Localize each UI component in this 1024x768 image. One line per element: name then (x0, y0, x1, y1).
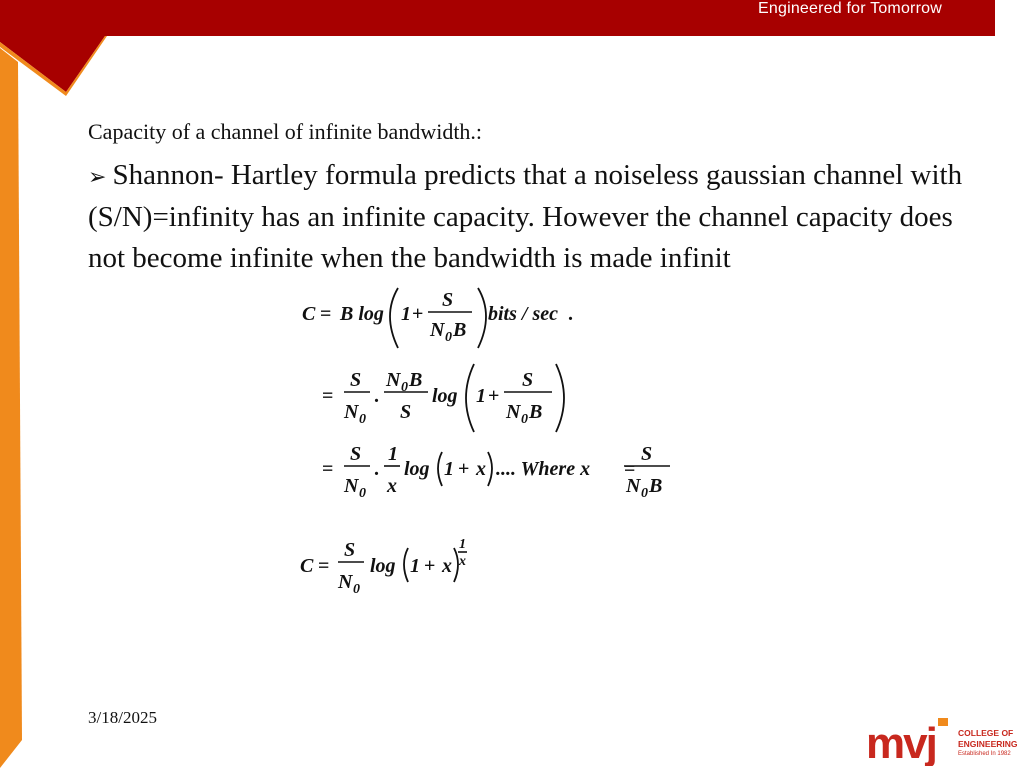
svg-text:x: x (476, 458, 486, 480)
svg-text:log: log (370, 555, 396, 577)
equation-block (290, 280, 710, 610)
svg-text:B log: B log (340, 303, 384, 325)
svg-text:mvj: mvj (866, 719, 936, 766)
logo-line-3: Established In 1982 (958, 751, 1011, 757)
svg-text:+: + (424, 555, 436, 577)
svg-text:x: x (387, 475, 397, 497)
svg-text:B: B (453, 319, 467, 341)
bullet-text: Shannon- Hartley formula predicts that a noiseless gaussian channel with (S/N)=infinity has an infinite capacity. However the channel capacity does not become infinite when the bandwidth is made infinit (88, 159, 963, 274)
svg-text:N: N (344, 401, 359, 423)
left-accent-bar (0, 40, 24, 768)
svg-text:1: 1 (388, 443, 398, 465)
svg-text:B: B (649, 475, 663, 497)
svg-text:1: 1 (459, 537, 466, 552)
svg-text:+: + (412, 303, 424, 325)
svg-text:log: log (404, 458, 430, 480)
slide-date: 3/18/2025 (88, 708, 157, 727)
svg-text:=: = (318, 555, 330, 577)
svg-text:N: N (506, 401, 521, 423)
svg-text:0: 0 (359, 486, 366, 501)
svg-text:.: . (374, 458, 379, 480)
equation-1 (302, 288, 573, 348)
svg-text:.: . (568, 303, 573, 325)
slide-subtitle: Capacity of a channel of infinite bandwidth.: (88, 119, 483, 144)
svg-text:0: 0 (521, 412, 528, 427)
svg-text:C: C (302, 303, 316, 325)
header-tagline: Engineered for Tomorrow (758, 0, 942, 17)
svg-text:0: 0 (401, 380, 408, 395)
svg-text:S: S (350, 369, 362, 391)
logo-line-2: ENGINEERING (958, 739, 1018, 749)
svg-text:1: 1 (444, 458, 454, 480)
svg-text:N: N (386, 369, 401, 391)
svg-text:N: N (626, 475, 641, 497)
logo-line-1: COLLEGE OF (958, 728, 1014, 738)
svg-text:N: N (344, 475, 359, 497)
svg-text:0: 0 (445, 330, 452, 345)
equation-3 (322, 443, 670, 501)
svg-text:=: = (320, 303, 332, 325)
svg-text:=: = (322, 458, 334, 480)
equation-4 (300, 537, 467, 597)
svg-text:S: S (641, 443, 653, 465)
svg-text:0: 0 (641, 486, 648, 501)
svg-text:S: S (400, 401, 412, 423)
svg-text:bits / sec: bits / sec (488, 303, 558, 325)
svg-text:log: log (432, 385, 458, 407)
svg-text:x: x (459, 554, 466, 569)
svg-text:S: S (350, 443, 362, 465)
svg-text:=: = (624, 458, 636, 480)
svg-text:1: 1 (476, 385, 486, 407)
svg-text:=: = (322, 385, 334, 407)
mvj-logo-mark (866, 718, 958, 766)
svg-text:S: S (522, 369, 534, 391)
svg-text:1: 1 (410, 555, 420, 577)
svg-text:x: x (442, 555, 452, 577)
svg-text:+: + (458, 458, 470, 480)
bullet-paragraph (88, 155, 988, 279)
svg-text:+: + (488, 385, 500, 407)
svg-text:B: B (529, 401, 543, 423)
svg-text:S: S (442, 289, 454, 311)
svg-text:C: C (300, 555, 314, 577)
college-logo (866, 718, 1016, 766)
svg-text:S: S (344, 539, 356, 561)
svg-text:0: 0 (359, 412, 366, 427)
svg-text:N: N (430, 319, 445, 341)
arrow-bullet-icon: ➢ (88, 164, 107, 189)
svg-text:B: B (409, 369, 423, 391)
svg-text:N: N (338, 571, 353, 593)
svg-text:1: 1 (401, 303, 411, 325)
svg-text:0: 0 (353, 582, 360, 597)
equation-2 (322, 364, 564, 432)
svg-text:.... Where x: .... Where x (496, 458, 591, 480)
svg-text:.: . (374, 385, 379, 407)
